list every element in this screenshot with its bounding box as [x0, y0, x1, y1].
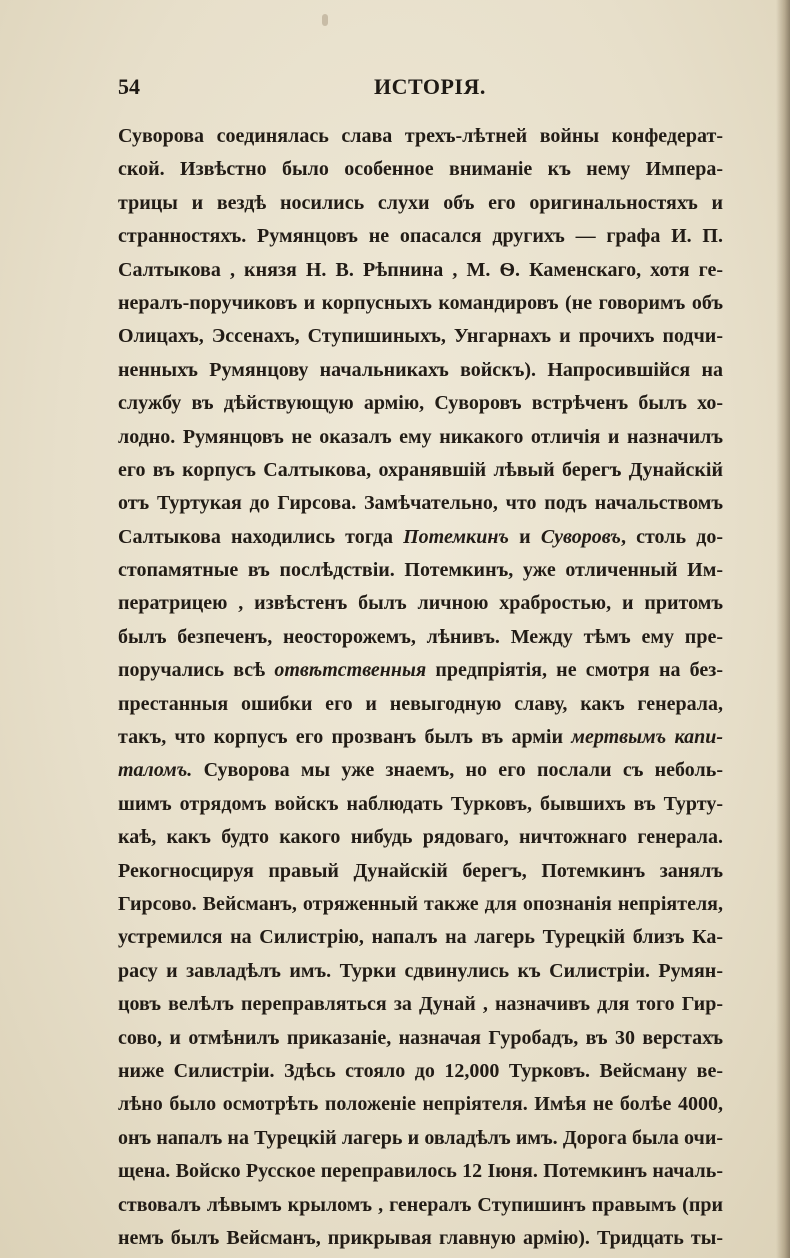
text-run: сово, и отмѣнилъ приказаніе, назначая Гуробадъ, въ 30 верстахъ [118, 1026, 723, 1049]
text-run: ствовалъ лѣвымъ крыломъ , генералъ Ступишинъ правымъ (при [118, 1193, 723, 1216]
text-line [118, 1055, 723, 1088]
text-run: лѣно было осмотрѣть положеніе непріятеля. Имѣя не болѣе 4000, [118, 1093, 723, 1116]
text-run: нералъ-поручиковъ и корпусныхъ командировъ (не говоримъ объ [118, 291, 723, 314]
text-run: службу въ дѣйствующую армію, Суворовъ встрѣченъ былъ хо- [118, 392, 723, 415]
text-run: трицы и вездѣ носились слухи объ его оригинальностяхъ и [118, 191, 723, 214]
text-run: странностяхъ. Румянцовъ не опасался другихъ — графа И. П. [118, 225, 723, 248]
text-run: стопамятные въ послѣдствіи. Потемкинъ, уже отличенный Им- [118, 559, 723, 582]
text-run: такъ, что корпусъ его прозванъ былъ въ арміи [118, 726, 572, 749]
text-line [118, 688, 723, 721]
text-line [118, 1122, 723, 1155]
page-blemish [322, 14, 328, 26]
text-run: , столь до- [620, 525, 723, 548]
text-line [118, 354, 723, 387]
text-line [118, 1189, 723, 1222]
page-header [118, 74, 720, 110]
text-line [118, 454, 723, 487]
text-run: отъ Туртукая до Гирсова. Замѣчательно, что подъ начальствомъ [118, 492, 723, 515]
text-run: ненныхъ Румянцову начальникахъ войскъ). Напросившійся на [118, 358, 723, 381]
text-line [118, 421, 723, 454]
text-line [118, 654, 723, 687]
text-line [118, 554, 723, 587]
text-line [118, 587, 723, 620]
running-head: ИСТОРІЯ. [374, 74, 486, 99]
text-run: устремился на Силистрію, напалъ на лагерь Турецкій близъ Ка- [118, 926, 723, 949]
text-line [118, 521, 723, 554]
text-line [118, 1088, 723, 1121]
page-number: 54 [118, 74, 140, 99]
text-line [118, 988, 723, 1021]
italic-text: таломъ. [118, 759, 193, 782]
text-line [118, 821, 723, 854]
text-run: Гирсово. Вейсманъ, отряженный также для опознанія непріятеля, [118, 892, 723, 915]
body-text [118, 120, 723, 1255]
text-line [118, 1022, 723, 1055]
text-line [118, 187, 723, 220]
text-run: Салтыкова , князя Н. В. Рѣпнина , М. Ѳ. Каменскаго, хотя ге- [118, 258, 723, 281]
text-run: расу и завладѣлъ имъ. Турки сдвинулись къ Силистріи. Румян- [118, 959, 723, 982]
text-line [118, 120, 723, 153]
text-run: предпріятія, не смотря на без- [426, 659, 723, 682]
text-run: шимъ отрядомъ войскъ наблюдать Турковъ, бывшихъ въ Турту- [118, 792, 723, 815]
italic-text: мертвымъ капи- [571, 726, 723, 749]
text-run: онъ напалъ на Турецкій лагерь и овладѣлъ имъ. Дорога была очи- [118, 1126, 723, 1149]
italic-text: отвѣтственныя [274, 659, 427, 682]
text-run: былъ безпеченъ, неосторожемъ, лѣнивъ. Между тѣмъ ему пре- [118, 625, 723, 648]
text-line [118, 387, 723, 420]
text-line [118, 855, 723, 888]
italic-text: Суворовъ [540, 525, 621, 548]
text-run: цовъ велѣлъ переправляться за Дунай , назначивъ для того Гир- [118, 993, 723, 1016]
text-line [118, 955, 723, 988]
text-line [118, 721, 723, 754]
page-edge-shadow [776, 0, 790, 1258]
text-line [118, 220, 723, 253]
text-line [118, 788, 723, 821]
text-run: и [508, 525, 541, 548]
text-line [118, 754, 723, 787]
text-run: ской. Извѣстно было особенное вниманіе къ нему Импера- [118, 158, 723, 181]
text-line [118, 287, 723, 320]
text-line [118, 888, 723, 921]
text-line [118, 320, 723, 353]
text-line [118, 1155, 723, 1188]
text-run: его въ корпусъ Салтыкова, охранявшій лѣвый берегъ Дунайскій [118, 458, 723, 481]
text-run: поручались всѣ [118, 659, 275, 682]
text-line [118, 254, 723, 287]
text-run: Салтыкова находились тогда [118, 525, 404, 548]
text-run: лодно. Румянцовъ не оказалъ ему никакого отличія и назначилъ [118, 425, 723, 448]
text-run: каѣ, какъ будто какого нибудь рядоваго, ничтожнаго генерала. [118, 826, 723, 849]
text-run: немъ былъ Вейсманъ, прикрывая главную армію). Тридцать ты- [118, 1226, 723, 1249]
text-run: Олицахъ, Эссенахъ, Ступишиныхъ, Унгарнахъ и прочихъ подчи- [118, 325, 723, 348]
italic-text: Потемкинъ [403, 525, 509, 548]
text-run: Рекогносцируя правый Дунайскій берегъ, Потемкинъ занялъ [118, 859, 723, 882]
text-run: престанныя ошибки его и невыгодную славу, какъ генерала, [118, 692, 723, 715]
text-line [118, 487, 723, 520]
text-run: Суворова соединялась слава трехъ-лѣтней войны конфедерат- [118, 125, 723, 147]
text-line [118, 921, 723, 954]
text-run: щена. Войско Русское переправилось 12 Іюня. Потемкинъ началь- [118, 1160, 723, 1183]
text-run: ниже Силистріи. Здѣсь стояло до 12,000 Турковъ. Вейсману ве- [118, 1059, 723, 1082]
text-line [118, 153, 723, 186]
text-run: ператрицею , извѣстенъ былъ личною храбростью, и притомъ [118, 592, 723, 615]
text-run: Суворова мы уже знаемъ, но его послали съ неболь- [192, 759, 723, 782]
text-line [118, 621, 723, 654]
text-line [118, 1222, 723, 1255]
